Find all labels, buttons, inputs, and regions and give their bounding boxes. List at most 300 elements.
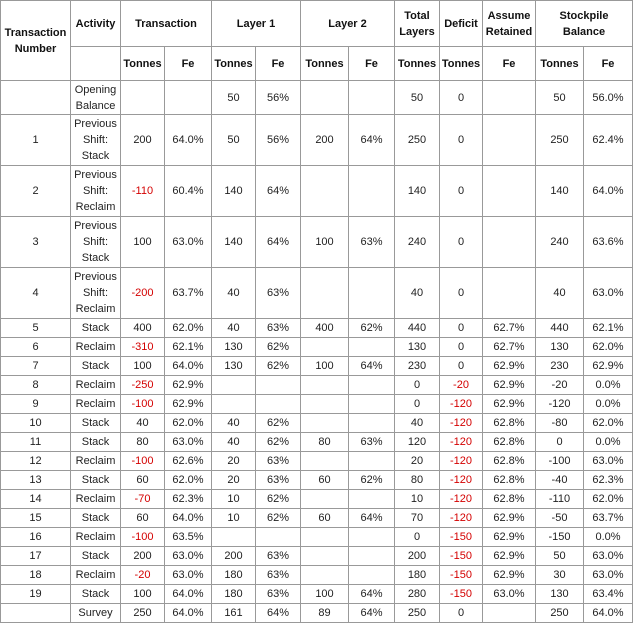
header-stockpile-balance: Stockpile Balance xyxy=(536,1,633,47)
cell-deficit-tonnes: -120 xyxy=(440,414,483,433)
cell-balance-fe: 63.0% xyxy=(584,452,633,471)
activity-line: Stack xyxy=(81,550,110,562)
cell-transaction-tonnes: -250 xyxy=(121,376,165,395)
cell-layer2-tonnes xyxy=(301,81,349,115)
cell-transaction-tonnes: 200 xyxy=(121,547,165,566)
cell-transaction-fe: 64.0% xyxy=(165,115,212,166)
activity-line: Stack xyxy=(81,512,110,524)
cell-layer2-fe xyxy=(349,414,395,433)
cell-transaction-tonnes: 40 xyxy=(121,414,165,433)
cell-layer2-fe: 62% xyxy=(349,319,395,338)
header-layer2-tonnes: Tonnes xyxy=(301,47,349,81)
cell-number: 19 xyxy=(1,585,71,604)
cell-number: 3 xyxy=(1,217,71,268)
cell-activity xyxy=(71,217,121,268)
cell-deficit-tonnes: 0 xyxy=(440,217,483,268)
cell-activity xyxy=(71,268,121,319)
table-row xyxy=(1,357,633,376)
cell-transaction-tonnes: -20 xyxy=(121,566,165,585)
cell-layer1-fe: 63% xyxy=(256,566,301,585)
activity-line: Stack xyxy=(81,322,110,334)
cell-retained-fe: 62.8% xyxy=(483,490,536,509)
cell-total-tonnes: 40 xyxy=(395,268,440,319)
table-row xyxy=(1,81,633,115)
cell-transaction-fe: 63.7% xyxy=(165,268,212,319)
cell-layer2-tonnes: 200 xyxy=(301,115,349,166)
cell-layer1-tonnes: 40 xyxy=(212,414,256,433)
cell-retained-fe: 62.9% xyxy=(483,395,536,414)
header-transaction-fe: Fe xyxy=(165,47,212,81)
table-row xyxy=(1,319,633,338)
cell-balance-fe: 0.0% xyxy=(584,376,633,395)
cell-deficit-tonnes: -120 xyxy=(440,433,483,452)
cell-transaction-tonnes: 60 xyxy=(121,471,165,490)
activity-line: Reclaim xyxy=(75,303,116,315)
cell-layer1-fe: 64% xyxy=(256,604,301,623)
header-assume-retained: Assume Retained xyxy=(483,1,536,47)
cell-deficit-tonnes: 0 xyxy=(440,81,483,115)
cell-layer2-fe: 64% xyxy=(349,585,395,604)
cell-deficit-tonnes: -120 xyxy=(440,471,483,490)
activity-line: Reclaim xyxy=(75,398,116,410)
cell-layer1-tonnes xyxy=(212,528,256,547)
table-row xyxy=(1,490,633,509)
cell-layer1-tonnes xyxy=(212,376,256,395)
activity-line: Previous xyxy=(74,220,117,232)
cell-total-tonnes: 120 xyxy=(395,433,440,452)
cell-transaction-fe: 62.0% xyxy=(165,319,212,338)
cell-layer1-tonnes: 140 xyxy=(212,166,256,217)
cell-deficit-tonnes: 0 xyxy=(440,604,483,623)
cell-transaction-tonnes: -200 xyxy=(121,268,165,319)
cell-layer1-tonnes: 180 xyxy=(212,566,256,585)
activity-line: Previous xyxy=(74,271,117,283)
cell-number: 16 xyxy=(1,528,71,547)
activity-line: Previous xyxy=(74,118,117,130)
cell-layer2-fe xyxy=(349,166,395,217)
cell-number: 10 xyxy=(1,414,71,433)
cell-activity xyxy=(71,433,121,452)
cell-layer1-fe: 63% xyxy=(256,268,301,319)
cell-retained-fe xyxy=(483,166,536,217)
header-total-tonnes: Tonnes xyxy=(395,47,440,81)
cell-retained-fe xyxy=(483,604,536,623)
cell-activity xyxy=(71,490,121,509)
cell-balance-tonnes: -40 xyxy=(536,471,584,490)
cell-transaction-tonnes: 400 xyxy=(121,319,165,338)
table-row xyxy=(1,585,633,604)
cell-transaction-tonnes: -110 xyxy=(121,166,165,217)
cell-balance-tonnes: 140 xyxy=(536,166,584,217)
cell-transaction-fe: 63.0% xyxy=(165,547,212,566)
activity-line: Opening xyxy=(74,83,117,96)
cell-layer2-fe: 63% xyxy=(349,433,395,452)
activity-line: Reclaim xyxy=(75,531,116,543)
cell-balance-tonnes: -100 xyxy=(536,452,584,471)
cell-retained-fe: 62.9% xyxy=(483,547,536,566)
header-layer1-fe: Fe xyxy=(256,47,301,81)
cell-transaction-fe: 64.0% xyxy=(165,604,212,623)
cell-balance-fe: 56.0% xyxy=(584,81,633,115)
cell-balance-fe: 64.0% xyxy=(584,166,633,217)
cell-layer1-fe: 64% xyxy=(256,217,301,268)
cell-number: 11 xyxy=(1,433,71,452)
cell-layer2-fe xyxy=(349,547,395,566)
cell-transaction-tonnes: -100 xyxy=(121,452,165,471)
cell-transaction-tonnes: 80 xyxy=(121,433,165,452)
cell-layer2-tonnes: 89 xyxy=(301,604,349,623)
cell-layer1-tonnes xyxy=(212,395,256,414)
activity-line: Stack xyxy=(81,436,110,448)
activity-line: Stack xyxy=(81,360,110,372)
cell-deficit-tonnes: 0 xyxy=(440,166,483,217)
table-row xyxy=(1,509,633,528)
cell-balance-fe: 62.0% xyxy=(584,338,633,357)
header-deficit: Deficit xyxy=(440,1,483,47)
activity-line: Shift: xyxy=(82,236,109,248)
cell-total-tonnes: 130 xyxy=(395,338,440,357)
cell-total-tonnes: 200 xyxy=(395,547,440,566)
cell-activity xyxy=(71,509,121,528)
cell-balance-fe: 62.1% xyxy=(584,319,633,338)
cell-transaction-fe xyxy=(165,81,212,115)
activity-line: Reclaim xyxy=(75,569,116,581)
cell-total-tonnes: 180 xyxy=(395,566,440,585)
cell-layer2-fe xyxy=(349,452,395,471)
cell-balance-tonnes: 40 xyxy=(536,268,584,319)
cell-total-tonnes: 20 xyxy=(395,452,440,471)
cell-layer1-tonnes: 50 xyxy=(212,115,256,166)
cell-total-tonnes: 0 xyxy=(395,528,440,547)
table-row xyxy=(1,115,633,166)
cell-number: 2 xyxy=(1,166,71,217)
cell-deficit-tonnes: 0 xyxy=(440,357,483,376)
cell-balance-tonnes: 230 xyxy=(536,357,584,376)
cell-layer2-fe: 64% xyxy=(349,509,395,528)
cell-number: 6 xyxy=(1,338,71,357)
cell-balance-tonnes: -80 xyxy=(536,414,584,433)
cell-retained-fe: 62.9% xyxy=(483,528,536,547)
cell-layer1-tonnes: 40 xyxy=(212,433,256,452)
cell-total-tonnes: 40 xyxy=(395,414,440,433)
header-activity-sub xyxy=(71,47,121,81)
cell-transaction-tonnes: 60 xyxy=(121,509,165,528)
cell-transaction-tonnes: -100 xyxy=(121,395,165,414)
cell-layer1-tonnes: 130 xyxy=(212,338,256,357)
cell-activity xyxy=(71,376,121,395)
cell-balance-fe: 64.0% xyxy=(584,604,633,623)
cell-layer2-fe xyxy=(349,338,395,357)
cell-layer1-tonnes: 161 xyxy=(212,604,256,623)
table-row xyxy=(1,452,633,471)
cell-number: 8 xyxy=(1,376,71,395)
cell-transaction-fe: 62.0% xyxy=(165,414,212,433)
cell-layer1-tonnes: 180 xyxy=(212,585,256,604)
cell-total-tonnes: 240 xyxy=(395,217,440,268)
cell-number: 15 xyxy=(1,509,71,528)
cell-layer2-tonnes xyxy=(301,166,349,217)
cell-retained-fe: 62.9% xyxy=(483,357,536,376)
cell-layer2-fe: 64% xyxy=(349,115,395,166)
cell-total-tonnes: 10 xyxy=(395,490,440,509)
cell-layer2-tonnes xyxy=(301,566,349,585)
cell-transaction-fe: 62.9% xyxy=(165,395,212,414)
cell-transaction-tonnes: 250 xyxy=(121,604,165,623)
table-row xyxy=(1,395,633,414)
cell-layer1-fe: 62% xyxy=(256,490,301,509)
cell-layer2-fe xyxy=(349,528,395,547)
cell-layer2-tonnes xyxy=(301,490,349,509)
cell-layer1-fe: 63% xyxy=(256,547,301,566)
activity-line: Survey xyxy=(78,607,113,619)
cell-transaction-tonnes: -310 xyxy=(121,338,165,357)
cell-activity xyxy=(71,115,121,166)
cell-deficit-tonnes: -150 xyxy=(440,547,483,566)
cell-balance-tonnes: -150 xyxy=(536,528,584,547)
cell-layer1-tonnes: 200 xyxy=(212,547,256,566)
cell-layer2-fe: 63% xyxy=(349,217,395,268)
header-total-layers: Total Layers xyxy=(395,1,440,47)
header-balance-fe: Fe xyxy=(584,47,633,81)
cell-number: 4 xyxy=(1,268,71,319)
cell-number: 18 xyxy=(1,566,71,585)
header-row-sub xyxy=(1,47,633,81)
header-deficit-tonnes: Tonnes xyxy=(440,47,483,81)
header-layer-2: Layer 2 xyxy=(301,1,395,47)
cell-total-tonnes: 70 xyxy=(395,509,440,528)
cell-transaction-fe: 62.3% xyxy=(165,490,212,509)
cell-layer2-fe xyxy=(349,268,395,319)
cell-retained-fe: 62.8% xyxy=(483,414,536,433)
cell-number: 1 xyxy=(1,115,71,166)
cell-layer2-fe: 62% xyxy=(349,471,395,490)
cell-layer1-fe: 63% xyxy=(256,585,301,604)
cell-total-tonnes: 140 xyxy=(395,166,440,217)
cell-layer2-tonnes: 80 xyxy=(301,433,349,452)
cell-activity xyxy=(71,585,121,604)
cell-total-tonnes: 230 xyxy=(395,357,440,376)
cell-transaction-fe: 63.0% xyxy=(165,217,212,268)
cell-balance-tonnes: -120 xyxy=(536,395,584,414)
header-layer2-fe: Fe xyxy=(349,47,395,81)
cell-activity xyxy=(71,566,121,585)
cell-layer2-tonnes: 60 xyxy=(301,471,349,490)
cell-retained-fe: 62.9% xyxy=(483,509,536,528)
cell-number: 7 xyxy=(1,357,71,376)
cell-activity xyxy=(71,452,121,471)
cell-deficit-tonnes: 0 xyxy=(440,268,483,319)
cell-number xyxy=(1,604,71,623)
cell-total-tonnes: 440 xyxy=(395,319,440,338)
cell-deficit-tonnes: 0 xyxy=(440,115,483,166)
cell-transaction-tonnes: 100 xyxy=(121,357,165,376)
cell-layer1-fe: 62% xyxy=(256,414,301,433)
cell-layer1-fe: 64% xyxy=(256,166,301,217)
activity-line: Stack xyxy=(81,252,110,264)
cell-layer1-tonnes: 20 xyxy=(212,452,256,471)
cell-transaction-fe: 62.9% xyxy=(165,376,212,395)
cell-balance-fe: 62.3% xyxy=(584,471,633,490)
cell-transaction-tonnes: -100 xyxy=(121,528,165,547)
table-row xyxy=(1,433,633,452)
cell-balance-fe: 63.6% xyxy=(584,217,633,268)
cell-layer2-tonnes xyxy=(301,338,349,357)
cell-transaction-fe: 63.0% xyxy=(165,566,212,585)
cell-activity xyxy=(71,81,121,115)
cell-layer1-tonnes: 10 xyxy=(212,509,256,528)
activity-line: Stack xyxy=(81,417,110,429)
table-row xyxy=(1,547,633,566)
cell-deficit-tonnes: -150 xyxy=(440,528,483,547)
activity-line: Reclaim xyxy=(75,455,116,467)
cell-layer2-tonnes xyxy=(301,414,349,433)
cell-transaction-fe: 63.5% xyxy=(165,528,212,547)
cell-total-tonnes: 250 xyxy=(395,604,440,623)
cell-balance-fe: 0.0% xyxy=(584,433,633,452)
cell-retained-fe: 62.8% xyxy=(483,471,536,490)
cell-balance-fe: 0.0% xyxy=(584,528,633,547)
cell-transaction-fe: 63.0% xyxy=(165,433,212,452)
cell-layer1-tonnes: 50 xyxy=(212,81,256,115)
activity-line: Balance xyxy=(75,99,116,112)
activity-line: Reclaim xyxy=(75,341,116,353)
cell-balance-tonnes: -50 xyxy=(536,509,584,528)
cell-number xyxy=(1,81,71,115)
cell-transaction-fe: 62.0% xyxy=(165,471,212,490)
cell-retained-fe xyxy=(483,81,536,115)
cell-activity xyxy=(71,528,121,547)
cell-balance-tonnes: 440 xyxy=(536,319,584,338)
cell-transaction-tonnes: -70 xyxy=(121,490,165,509)
cell-layer1-tonnes: 40 xyxy=(212,319,256,338)
cell-balance-tonnes: -20 xyxy=(536,376,584,395)
cell-deficit-tonnes: 0 xyxy=(440,319,483,338)
cell-number: 14 xyxy=(1,490,71,509)
cell-deficit-tonnes: -120 xyxy=(440,490,483,509)
cell-layer2-tonnes: 60 xyxy=(301,509,349,528)
cell-total-tonnes: 0 xyxy=(395,395,440,414)
header-transaction: Transaction xyxy=(121,1,212,47)
cell-balance-tonnes: 50 xyxy=(536,547,584,566)
cell-layer1-fe: 62% xyxy=(256,433,301,452)
table-row xyxy=(1,604,633,623)
cell-activity xyxy=(71,414,121,433)
activity-line: Previous xyxy=(74,169,117,181)
cell-number: 17 xyxy=(1,547,71,566)
header-transaction-tonnes: Tonnes xyxy=(121,47,165,81)
cell-retained-fe: 62.8% xyxy=(483,452,536,471)
cell-balance-fe: 62.0% xyxy=(584,490,633,509)
cell-activity xyxy=(71,338,121,357)
cell-deficit-tonnes: -150 xyxy=(440,566,483,585)
activity-line: Stack xyxy=(81,150,110,162)
cell-retained-fe: 62.7% xyxy=(483,338,536,357)
cell-layer2-tonnes: 100 xyxy=(301,585,349,604)
header-row-main xyxy=(1,1,633,47)
cell-layer2-tonnes xyxy=(301,376,349,395)
cell-layer1-fe: 56% xyxy=(256,115,301,166)
cell-activity xyxy=(71,547,121,566)
cell-activity xyxy=(71,357,121,376)
cell-layer1-fe: 62% xyxy=(256,357,301,376)
cell-balance-fe: 63.0% xyxy=(584,268,633,319)
activity-line: Stack xyxy=(81,588,110,600)
cell-layer1-fe xyxy=(256,528,301,547)
cell-activity xyxy=(71,166,121,217)
cell-deficit-tonnes: -150 xyxy=(440,585,483,604)
cell-layer2-fe xyxy=(349,376,395,395)
cell-transaction-tonnes: 200 xyxy=(121,115,165,166)
cell-layer1-fe: 63% xyxy=(256,319,301,338)
activity-line: Reclaim xyxy=(75,201,116,213)
cell-retained-fe: 62.9% xyxy=(483,566,536,585)
header-transaction-number: Transaction Number xyxy=(1,1,71,81)
table-row xyxy=(1,217,633,268)
table-row xyxy=(1,376,633,395)
cell-number: 13 xyxy=(1,471,71,490)
cell-total-tonnes: 250 xyxy=(395,115,440,166)
cell-retained-fe xyxy=(483,115,536,166)
activity-line: Stack xyxy=(81,474,110,486)
cell-balance-tonnes: -110 xyxy=(536,490,584,509)
cell-layer1-tonnes: 140 xyxy=(212,217,256,268)
cell-balance-tonnes: 30 xyxy=(536,566,584,585)
cell-deficit-tonnes: -120 xyxy=(440,509,483,528)
activity-line: Shift: xyxy=(82,185,109,197)
cell-number: 9 xyxy=(1,395,71,414)
cell-transaction-fe: 60.4% xyxy=(165,166,212,217)
cell-layer1-fe: 63% xyxy=(256,471,301,490)
cell-layer2-tonnes: 100 xyxy=(301,357,349,376)
cell-layer1-fe: 56% xyxy=(256,81,301,115)
cell-balance-fe: 0.0% xyxy=(584,395,633,414)
cell-layer2-tonnes xyxy=(301,452,349,471)
cell-balance-tonnes: 250 xyxy=(536,604,584,623)
activity-line: Shift: xyxy=(82,287,109,299)
cell-balance-fe: 62.4% xyxy=(584,115,633,166)
cell-layer2-tonnes xyxy=(301,547,349,566)
cell-retained-fe xyxy=(483,217,536,268)
cell-layer1-fe: 62% xyxy=(256,338,301,357)
table-row xyxy=(1,268,633,319)
header-activity: Activity xyxy=(71,1,121,47)
cell-layer1-fe xyxy=(256,376,301,395)
cell-layer2-tonnes xyxy=(301,395,349,414)
cell-deficit-tonnes: -20 xyxy=(440,376,483,395)
cell-total-tonnes: 50 xyxy=(395,81,440,115)
cell-layer2-fe xyxy=(349,81,395,115)
cell-activity xyxy=(71,319,121,338)
cell-layer1-tonnes: 40 xyxy=(212,268,256,319)
cell-transaction-tonnes xyxy=(121,81,165,115)
cell-retained-fe: 62.8% xyxy=(483,433,536,452)
cell-activity xyxy=(71,395,121,414)
header-layer1-tonnes: Tonnes xyxy=(212,47,256,81)
cell-retained-fe xyxy=(483,268,536,319)
cell-layer2-tonnes: 100 xyxy=(301,217,349,268)
table-row xyxy=(1,338,633,357)
table-row xyxy=(1,471,633,490)
cell-balance-fe: 63.4% xyxy=(584,585,633,604)
cell-layer2-tonnes xyxy=(301,528,349,547)
cell-layer2-fe xyxy=(349,395,395,414)
cell-retained-fe: 63.0% xyxy=(483,585,536,604)
cell-balance-tonnes: 130 xyxy=(536,338,584,357)
cell-balance-fe: 63.0% xyxy=(584,566,633,585)
cell-balance-tonnes: 250 xyxy=(536,115,584,166)
table-row xyxy=(1,166,633,217)
cell-deficit-tonnes: -120 xyxy=(440,452,483,471)
